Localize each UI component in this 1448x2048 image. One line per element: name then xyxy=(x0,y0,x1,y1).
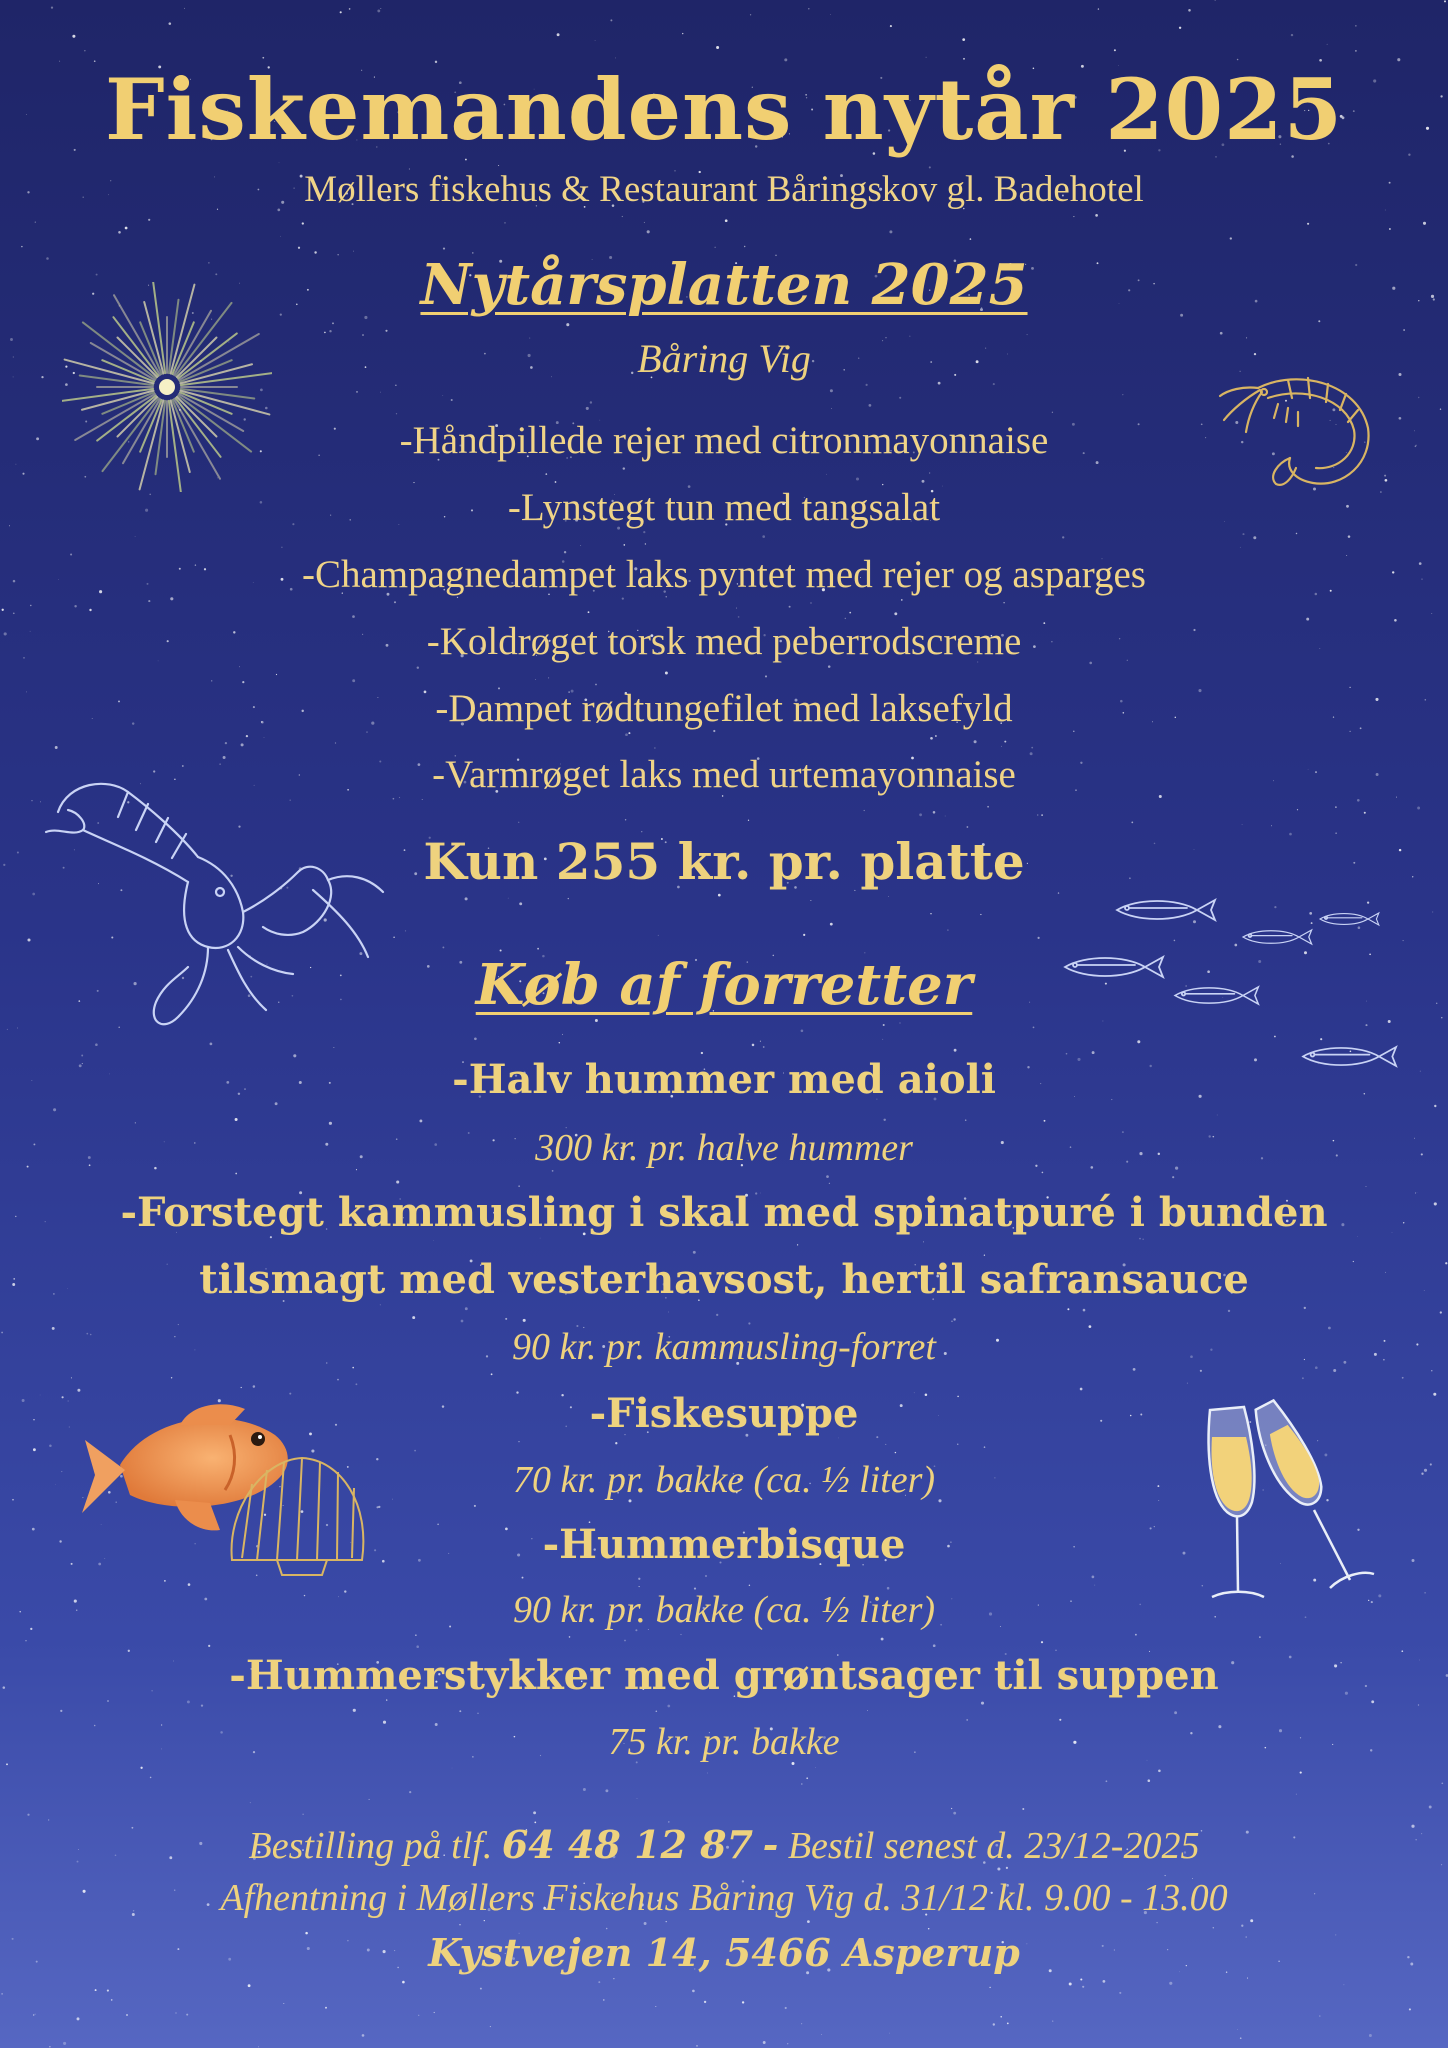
page-subtitle: Møllers fiskehus & Restaurant Båringskov gl. Badehotel xyxy=(304,169,1144,210)
shrimp-icon xyxy=(1218,358,1378,498)
platter-item: -Varmrøget laks med urtemayonnaise xyxy=(432,753,1016,796)
dish-name: -Hummerbisque xyxy=(542,1521,906,1568)
dish-price: 70 kr. pr. bakke (ca. ½ liter) xyxy=(512,1459,936,1501)
dish-price: 75 kr. pr. bakke xyxy=(608,1721,840,1763)
page-title: Fiskemandens nytår 2025 xyxy=(104,60,1344,159)
platter-item: -Koldrøget torsk med peberrodscreme xyxy=(426,620,1022,663)
order-dash: - xyxy=(762,1822,779,1867)
dish-name-continued: tilsmagt med vesterhavsost, hertil safransauce xyxy=(199,1256,1249,1303)
firework-icon xyxy=(62,282,272,492)
dish-name: -Hummerstykker med grøntsager til suppen xyxy=(229,1652,1219,1699)
dish-price: 300 kr. pr. halve hummer xyxy=(535,1127,913,1169)
platter-price: Kun 255 kr. pr. platte xyxy=(423,832,1025,891)
platter-heading: Nytårsplatten 2025 xyxy=(420,252,1028,318)
dish-name: -Halv hummer med aioli xyxy=(452,1056,996,1103)
platter-item: -Champagnedampet laks pyntet med rejer og asparges xyxy=(301,553,1146,596)
dish-price: 90 kr. pr. bakke (ca. ½ liter) xyxy=(512,1589,936,1631)
order-prefix: Bestilling på tlf. xyxy=(248,1825,493,1867)
dish-name: -Forstegt kammusling i skal med spinatpuré i bunden xyxy=(120,1189,1328,1236)
champagne-glasses-icon xyxy=(1192,1392,1382,1622)
platter-item: -Lynstegt tun med tangsalat xyxy=(507,486,941,529)
pickup-line: Afhentning i Møllers Fiskehus Båring Vig d. 31/12 kl. 9.00 - 13.00 xyxy=(220,1877,1228,1919)
scallop-shell-icon xyxy=(222,1450,372,1580)
order-line xyxy=(0,1822,1448,1868)
lobster-icon xyxy=(38,762,398,1042)
order-deadline: Bestil senest d. 23/12-2025 xyxy=(787,1825,1200,1867)
dish-price: 90 kr. pr. kammusling-forret xyxy=(512,1326,936,1368)
platter-item: -Håndpillede rejer med citronmayonnaise xyxy=(399,419,1049,462)
dish-name: -Fiskesuppe xyxy=(589,1390,859,1437)
address-line: Kystvejen 14, 5466 Asperup xyxy=(428,1930,1020,1975)
platter-location: Båring Vig xyxy=(637,336,811,381)
phone-number: 64 48 12 87 xyxy=(501,1822,754,1867)
fish-school-icon xyxy=(1055,875,1415,1085)
starters-heading: Køb af forretter xyxy=(475,952,973,1018)
platter-item: -Dampet rødtungefilet med laksefyld xyxy=(435,687,1013,730)
